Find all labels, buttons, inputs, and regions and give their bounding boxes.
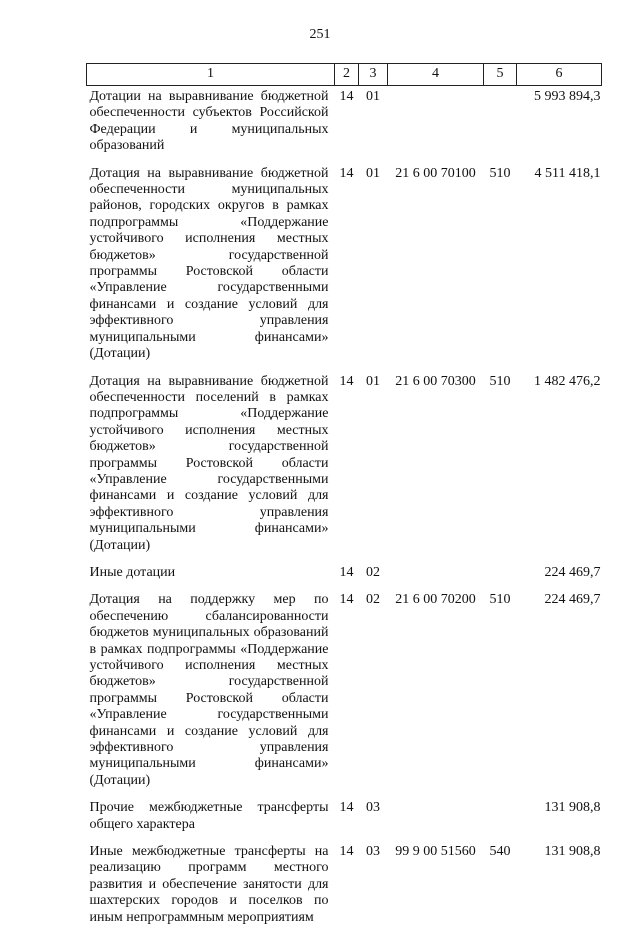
row-description: Иные дотации (89, 564, 176, 580)
expense-type-code (484, 86, 517, 163)
target-article-code (388, 562, 484, 589)
column-header: 4 (388, 64, 484, 86)
amount-value: 224 469,7 (544, 564, 601, 580)
target-article-code (388, 797, 484, 841)
subsection-code: 02 (366, 564, 380, 580)
target-article-code: 21 6 00 70100 (395, 165, 476, 181)
subsection-code: 03 (366, 844, 380, 860)
subsection-code: 01 (366, 165, 380, 181)
expense-type-code (484, 797, 517, 841)
row-description: Дотация на выравнивание бюджетной обеспеченности муниципальных районов, городских округов в рамках подпрограммы «Поддержание устойчивого исполнения местных бюджетов» государственной программы Ростовской области «Управлениe государственными финансами и создание условий для эффективного управления муниципальными финансами» (Дотации) (89, 165, 329, 362)
section-code: 14 (339, 89, 354, 104)
row-description: Прочие межбюджетные трансферты общего характера (89, 800, 329, 832)
amount-value: 224 469,7 (544, 592, 601, 608)
amount-value: 131 908,8 (544, 800, 601, 816)
amount-value: 131 908,8 (544, 844, 601, 860)
expense-type-code: 510 (489, 165, 511, 181)
header-row (87, 64, 602, 86)
row-description: Дотации на выравнивание бюджетной обеспеченности субъектов Российской Федерации и муниципальных образований (89, 89, 329, 154)
subsection-code: 01 (366, 373, 380, 389)
section-code: 14 (339, 564, 354, 580)
expense-type-code: 510 (489, 592, 511, 608)
target-article-code: 99 9 00 51560 (395, 844, 476, 860)
subsection-code: 03 (366, 800, 380, 816)
table-row (87, 371, 602, 562)
table-row (87, 797, 602, 841)
column-header: 6 (517, 64, 602, 86)
table-row (87, 562, 602, 589)
column-header: 5 (484, 64, 517, 86)
expense-type-code (484, 562, 517, 589)
row-description: Дотация на выравнивание бюджетной обеспеченности поселений в рамках подпрограммы «Поддержание устойчивого исполнения местных бюджетов» государственной программы Ростовской области «Управление государственными финансами и создание условий для эффективного управления муниципальными финансами» (Дотации) (89, 373, 329, 553)
target-article-code: 21 6 00 70300 (395, 373, 476, 389)
budget-table (86, 63, 602, 934)
expense-type-code: 510 (489, 373, 511, 389)
column-header: 1 (87, 64, 335, 86)
section-code: 14 (339, 373, 354, 389)
table-row (87, 86, 602, 163)
expense-type-code: 540 (489, 844, 511, 860)
section-code: 14 (339, 592, 354, 608)
section-code: 14 (339, 165, 354, 181)
amount-value: 5 993 894,3 (534, 89, 601, 104)
row-description: Иные межбюджетные трансферты на реализацию программ местного развития и обеспечение занятости для шахтерских городов и поселков по иным непрограммным мероприятиям (89, 844, 329, 925)
section-code: 14 (339, 844, 354, 860)
target-article-code: 21 6 00 70200 (395, 592, 476, 608)
table-row (87, 589, 602, 797)
column-header: 2 (335, 64, 359, 86)
table-row (87, 163, 602, 371)
amount-value: 4 511 418,1 (534, 165, 601, 181)
subsection-code: 01 (366, 89, 380, 104)
column-header: 3 (359, 64, 388, 86)
row-description: Дотация на поддержку мер по обеспечению сбалансированности бюджетов муниципальных образований в рамках подпрограммы «Поддержание устойчивого исполнения местных бюджетов» государственной программы Ростовской области «Управление государственными финансами и создание условий для эффективного управления муниципальными финансами» (Дотации) (89, 592, 329, 788)
subsection-code: 02 (366, 592, 380, 608)
target-article-code (388, 86, 484, 163)
amount-value: 1 482 476,2 (534, 373, 601, 389)
page-number: 251 (309, 27, 331, 42)
section-code: 14 (339, 800, 354, 816)
table-row (87, 841, 602, 934)
